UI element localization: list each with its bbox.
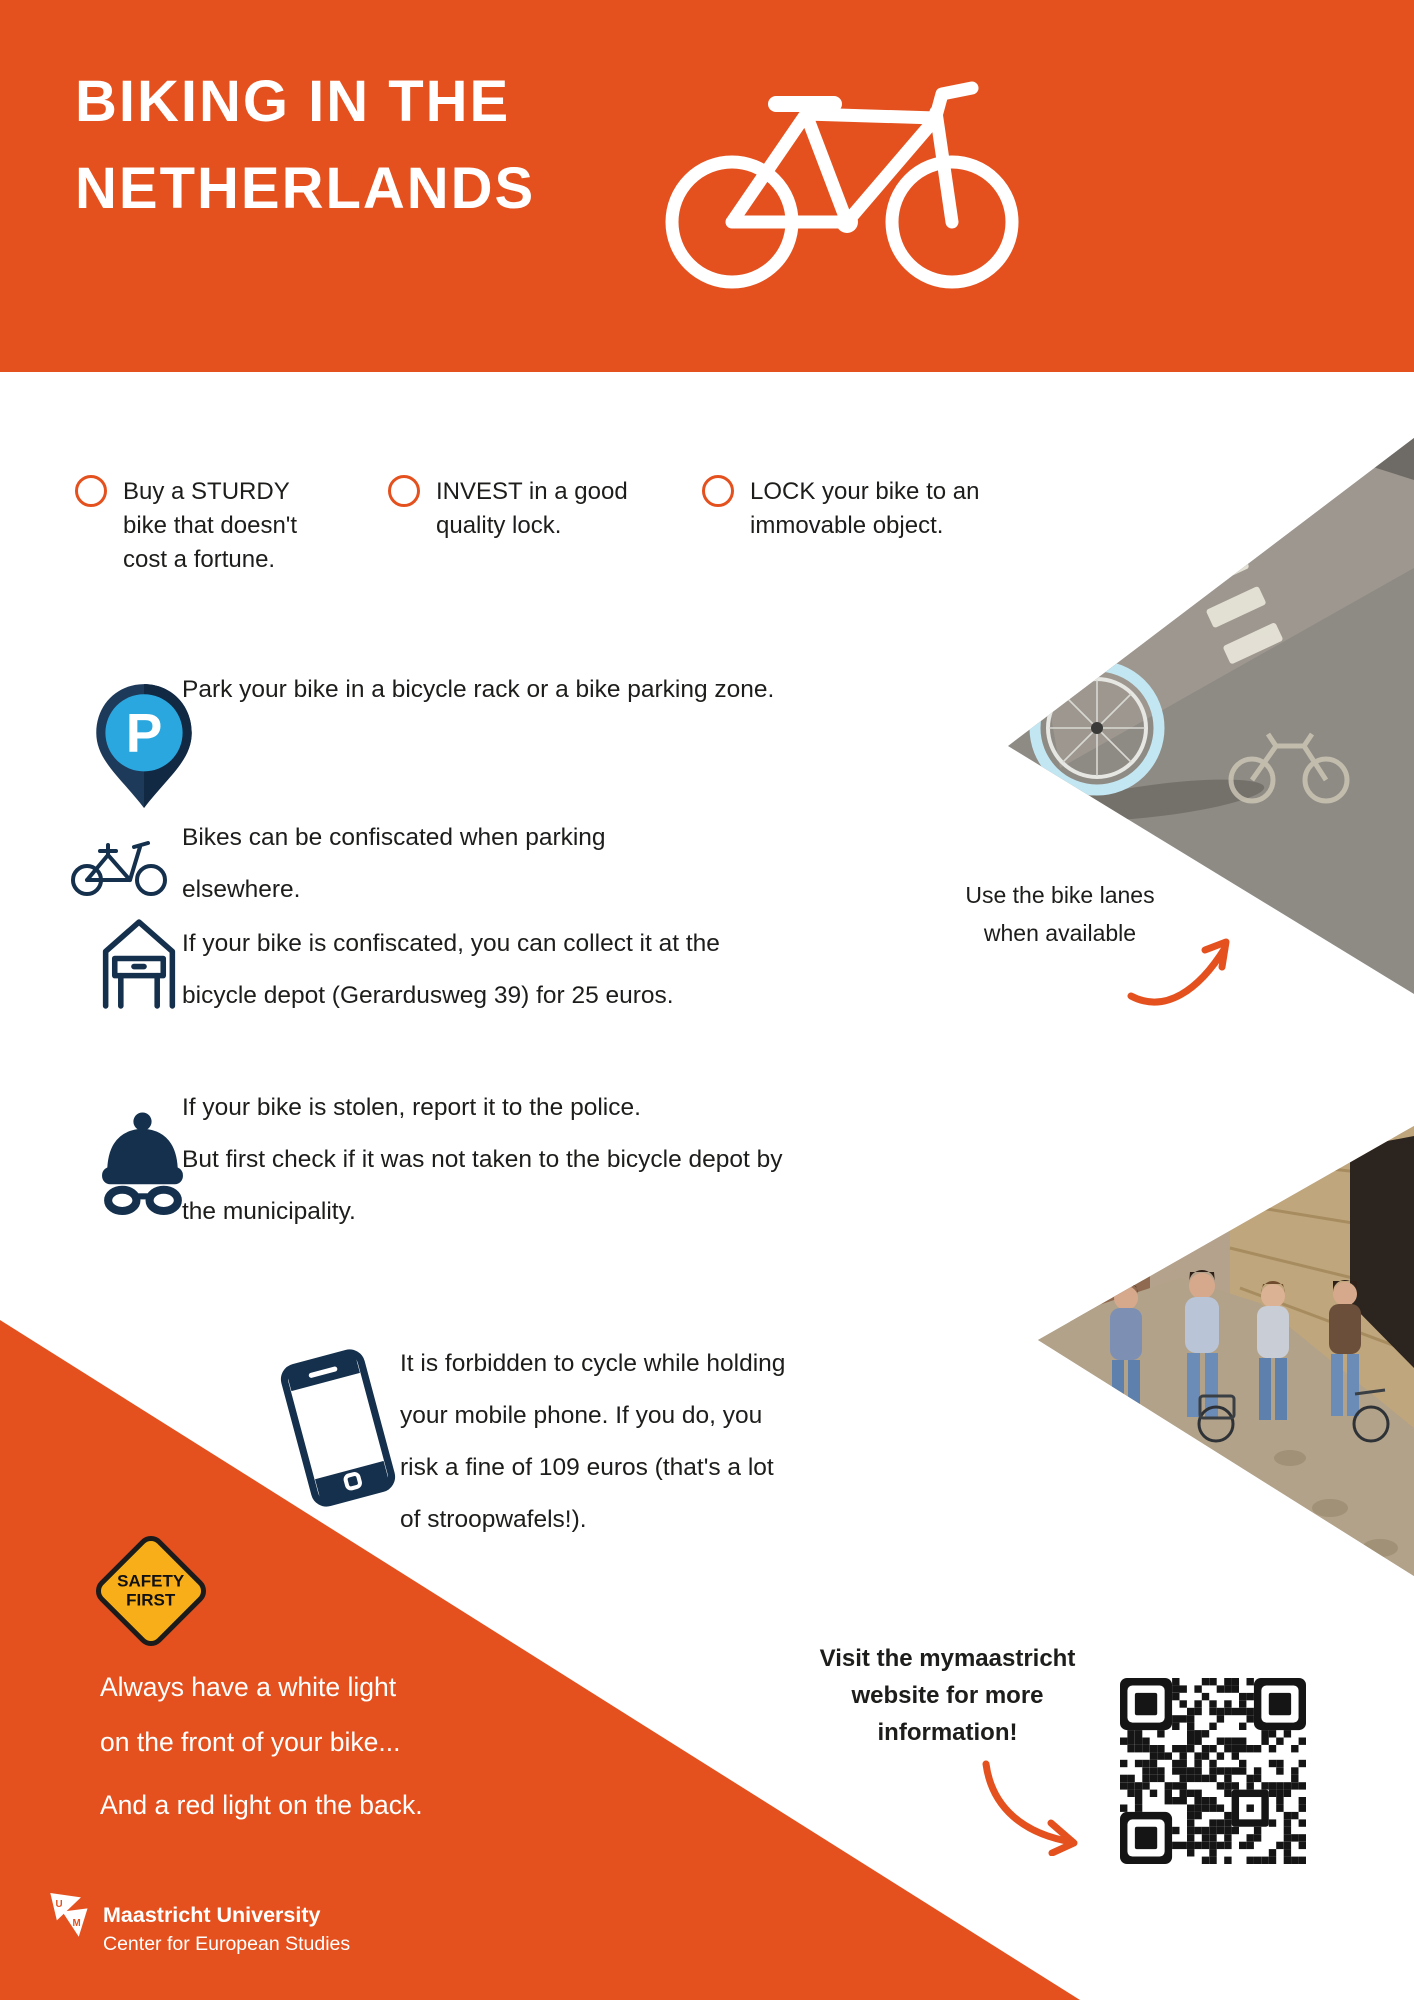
front-light-text: Always have a white light on the front of your bike... [100,1672,401,1757]
tip-text: INVEST in a good quality lock. [436,478,628,539]
page-title [75,58,535,232]
tip-invest-lock [388,475,668,543]
footer-dept-name: Center for European Studies [103,1933,351,1955]
tip-text: LOCK your bike to an immovable object. [750,478,980,539]
students-photo [1030,1118,1414,1580]
page-title-line1: BIKING IN THE [75,69,511,134]
back-light-text: And a red light on the back. [100,1790,423,1820]
parking-rule-text: Park your bike in a bicycle rack or a bike parking zone. [182,676,775,703]
bullet-circle-icon [75,475,107,507]
curved-arrow-up-icon [1125,928,1240,1010]
mobile-phone-icon [264,1340,412,1516]
bike-depot-icon [93,913,185,1009]
logo-letter-u: U [55,1899,63,1911]
bullet-circle-icon [702,475,734,507]
bullet-circle-icon [388,475,420,507]
bike-outline-icon [70,833,170,899]
qr-code [1120,1678,1306,1864]
depot-text: If your bike is confiscated, you can collect it at the bicycle depot (Gerardusweg 39) for 25 euros. [182,930,720,1009]
maastricht-university-logo-icon [48,1893,92,1939]
bicycle-logo-icon [650,62,1035,297]
phone-rule-text: It is forbidden to cycle while holding your mobile phone. If you do, you risk a fine of 109 euros (that's a lot of stroopwafels!). [400,1350,786,1533]
parking-letter: P [125,702,163,765]
confiscation-text: Bikes can be confiscated when parking elsewhere. [182,824,606,903]
safety-sign-line2: FIRST [126,1591,176,1610]
curved-arrow-down-icon [972,1756,1092,1856]
stolen-check-text: But first check if it was not taken to the bicycle depot by the municipality. [182,1146,783,1225]
logo-letter-m: M [72,1917,81,1929]
bike-wheel [1035,666,1159,790]
footer-org-name: Maastricht University [103,1903,321,1927]
tip-text: Buy a STURDY bike that doesn't cost a fortune. [123,478,298,573]
qr-note-text: Visit the mymaastricht website for more information! [819,1645,1076,1746]
safety-sign-line1: SAFETY [117,1572,185,1591]
page-title-line2: NETHERLANDS [75,156,536,221]
stolen-report-text: If your bike is stolen, report it to the police. [182,1094,641,1121]
bike-lanes-note: Use the bike lanes when available [965,882,1155,946]
thief-icon [95,1108,191,1220]
tip-lock-immovable [702,475,1007,543]
tip-sturdy-bike [75,475,365,577]
